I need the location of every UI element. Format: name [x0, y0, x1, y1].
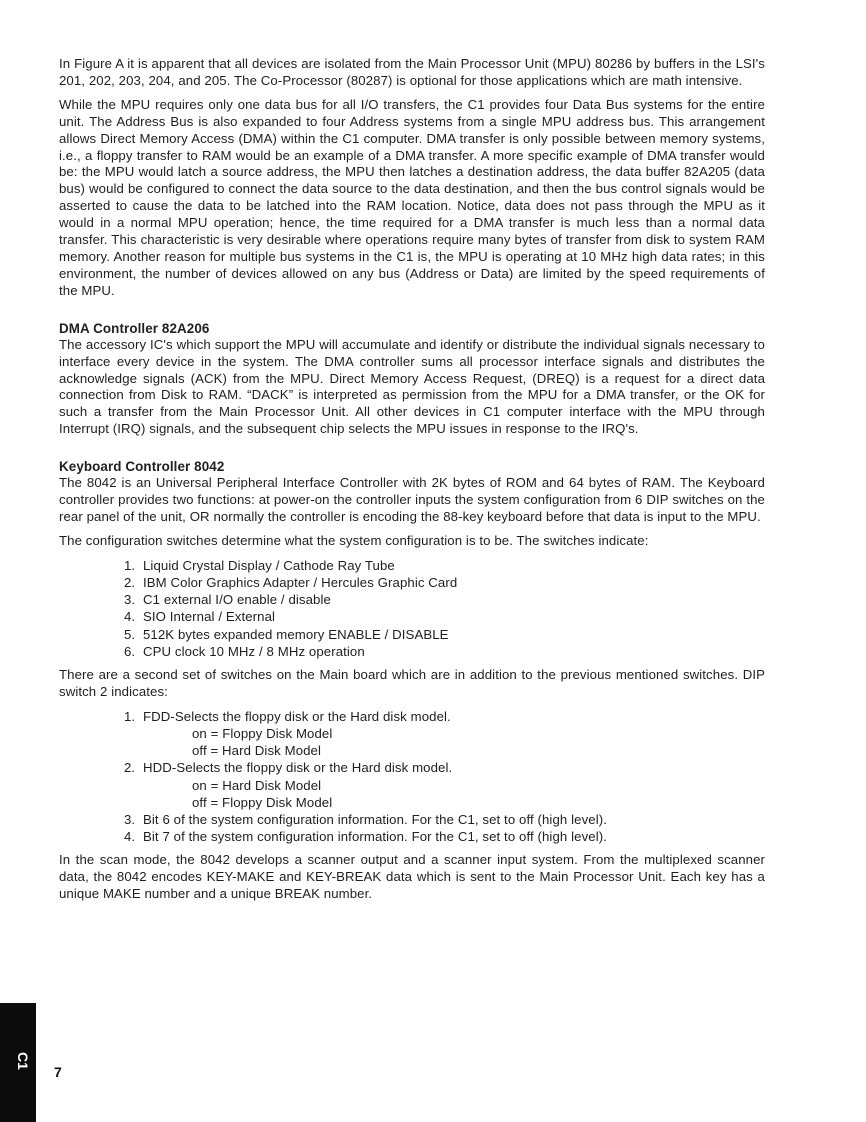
- keyboard-section-heading: Keyboard Controller 8042: [59, 459, 225, 475]
- config-switch-list: [59, 557, 765, 660]
- list-item-text: Bit 7 of the system configuration information. For the C1, set to off (high level).: [143, 829, 607, 845]
- list-item: [59, 608, 765, 625]
- list-item-number: 4.: [124, 609, 136, 625]
- list-item-text: Bit 6 of the system configuration information. For the C1, set to off (high level).: [143, 812, 607, 827]
- dma-section-body: The accessory IC's which support the MPU will accumulate and identify or distribute the individual signals necessary to interface every device in the system. The DMA controller sums all processor interface signals and distributes the acknowledge signals (ACK) from the MPU. Direct Memory Access Request, (DREQ) is a request for a direct data connection from Disk to RAM. “DACK” is interpreted as permission from the MPU for a DMA transfer, or the OK for such a transfer from the Main Processor Unit. All other devices in C1 computer interface with the MPU through Interrupt (IRQ) signals, and the subsequent chip selects the MPU issues in response to the IRQ's.: [59, 336, 765, 437]
- list-item: [59, 759, 765, 811]
- list-item-number: 1.: [124, 708, 136, 724]
- list-item-number: 6.: [124, 643, 136, 659]
- list-item: [59, 811, 765, 828]
- list-item: [59, 626, 765, 643]
- list-item: [59, 557, 765, 574]
- scan-mode-paragraph: In the scan mode, the 8042 develops a scanner output and a scanner input system. From the multiplexed scanner data, the 8042 encodes KEY-MAKE and KEY-BREAK data which is sent to the Main Processor Unit. Each key has a unique MAKE number and a unique BREAK number.: [59, 852, 765, 902]
- list-item-number: 3.: [124, 812, 136, 827]
- hdd-off-setting: off = Floppy Disk Model: [192, 794, 333, 810]
- list-item-number: 1.: [124, 557, 136, 573]
- list-item-text: IBM Color Graphics Adapter / Hercules Graphic Card: [143, 574, 458, 590]
- list-item: [59, 708, 765, 760]
- intro-paragraph: In Figure A it is apparent that all devices are isolated from the Main Processor Unit (MPU) 80286 by buffers in the LSI's 201, 202, 203, 204, and 205. The Co-Processor (80287) is optional for those applications which are math intensive.: [59, 56, 765, 88]
- hdd-on-setting: on = Hard Disk Model: [192, 777, 322, 793]
- fdd-off-setting: off = Hard Disk Model: [192, 743, 322, 759]
- list-item: [59, 574, 765, 591]
- keyboard-section-body: The 8042 is an Universal Peripheral Interface Controller with 2K bytes of ROM and 64 bytes of RAM. The Keyboard controller provides two functions: at power-on the controller inputs the system configuration from 6 DIP switches on the rear panel of the unit, OR normally the controller is encoding the 88-key keyboard before that data is input to the MPU.: [59, 475, 765, 524]
- list-item: [59, 591, 765, 608]
- list-item-text: Liquid Crystal Display / Cathode Ray Tube: [143, 557, 395, 573]
- list-item-number: 4.: [124, 829, 136, 845]
- list-item: [59, 643, 765, 660]
- dip-switch-2-list: [59, 708, 765, 846]
- list-item-text: CPU clock 10 MHz / 8 MHz operation: [143, 643, 365, 659]
- edge-tab-label: C1: [15, 1052, 31, 1070]
- list-item-text: SIO Internal / External: [143, 609, 276, 625]
- dma-section-heading: DMA Controller 82A206: [59, 320, 210, 336]
- fdd-on-setting: on = Floppy Disk Model: [192, 725, 333, 741]
- list-item-number: 2.: [124, 574, 136, 590]
- list-item-text: 512K bytes expanded memory ENABLE / DISABLE: [143, 626, 449, 642]
- list-item-number: 3.: [124, 592, 136, 608]
- list-item-number: 2.: [124, 760, 136, 776]
- document-page: [59, 56, 765, 910]
- list-item-text: FDD-Selects the floppy disk or the Hard disk model.: [143, 708, 451, 724]
- config-switches-intro: The configuration switches determine what the system configuration is to be. The switches indicate:: [59, 532, 649, 548]
- dip-switch-2-intro: There are a second set of switches on the Main board which are in addition to the previous mentioned switches. DIP switch 2 indicates:: [59, 666, 765, 699]
- list-item: [59, 828, 765, 845]
- bus-systems-paragraph: While the MPU requires only one data bus for all I/O transfers, the C1 provides four Data Bus systems for the entire unit. The Address Bus is also expanded to four Address systems from a single MPU address bus. This arrangement allows Direct Memory Access (DMA) within the C1 computer. DMA transfer is only possible between memory systems, i.e., a floppy transfer to RAM would be an example of a DMA transfer. A more specific example of DMA transfer would be: the MPU would latch a source address, the MPU then latches a destination address, the data buffer 82A205 (data bus) would be configured to connect the data source to the data destination, and then the bus control signals would be asserted to cause the data to be latched into the RAM location. Notice, data does not pass through the MPU as it would in a normal MPU operation; hence, the time required for a DMA transfer is much less than a normal data transfer. This characteristic is very desirable where operations require many bytes of transfer from disk to system RAM memory. Another reason for multiple bus systems in the C1 is, the MPU is operating at 10 MHz high data rates; in this environment, the number of devices allowed on any bus (Address or Data) are limited by the speed requirements of the MPU.: [59, 96, 765, 298]
- list-item-text: HDD-Selects the floppy disk or the Hard disk model.: [143, 760, 453, 776]
- list-item-number: 5.: [124, 626, 136, 642]
- page-number: 7: [54, 1064, 62, 1080]
- list-item-text: C1 external I/O enable / disable: [143, 592, 331, 608]
